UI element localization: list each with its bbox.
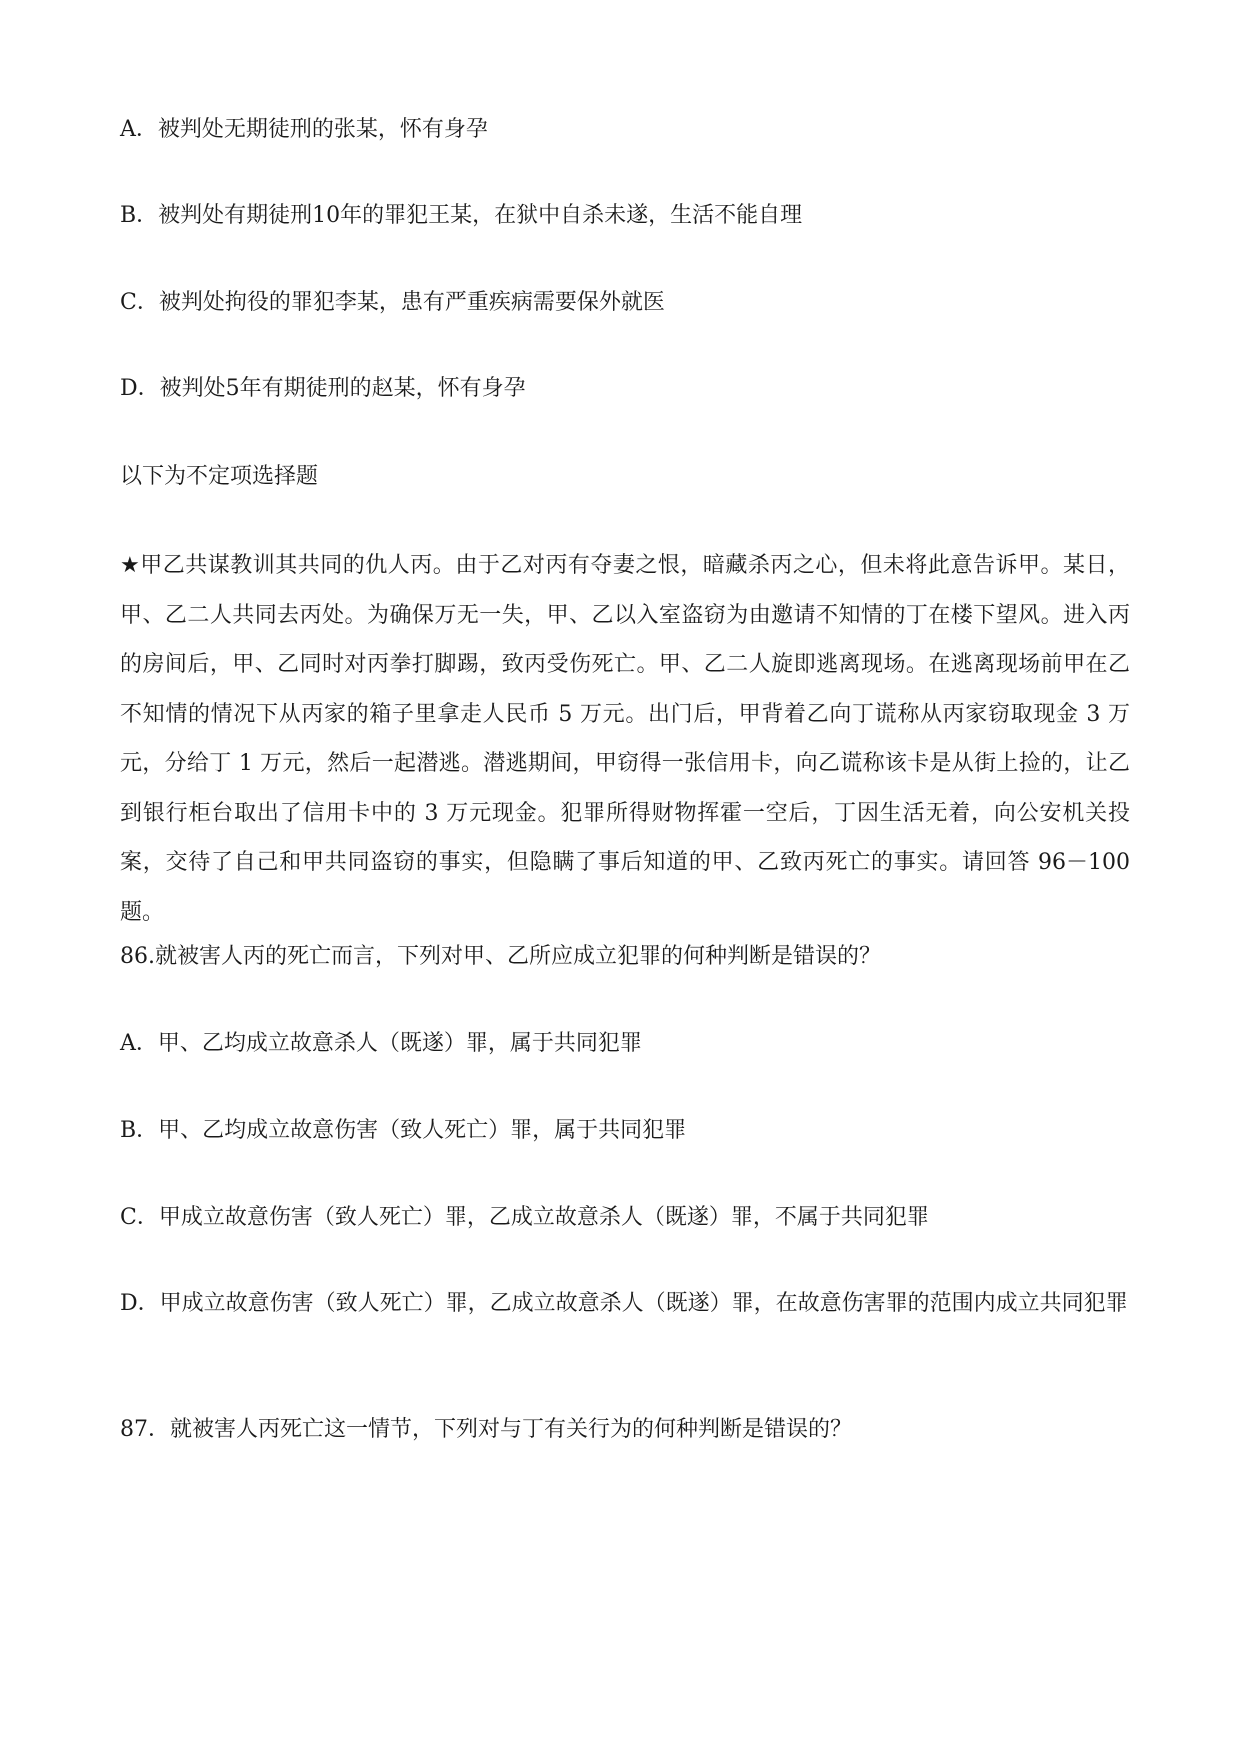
q86-option-a: A．甲、乙均成立故意杀人（既遂）罪，属于共同犯罪 bbox=[120, 1031, 642, 1056]
q86-option-c: C．甲成立故意伤害（致人死亡）罪，乙成立故意杀人（既遂）罪，不属于共同犯罪 bbox=[120, 1205, 929, 1230]
q85-option-b: B．被判处有期徒刑10年的罪犯王某，在狱中自杀未遂，生活不能自理 bbox=[120, 203, 803, 228]
q86-option-b: B．甲、乙均成立故意伤害（致人死亡）罪，属于共同犯罪 bbox=[120, 1118, 687, 1143]
case-text: 甲乙共谋教训其共同的仇人丙。由于乙对丙有夺妻之恨，暗藏杀丙之心，但未将此意告诉甲。某日，甲、乙二人共同去丙处。为确保万无一失，甲、乙以入室盗窃为由邀请不知情的丁在楼下望风。进入丙的房间后，甲、乙同时对丙拳打脚踢，致丙受伤死亡。甲、乙二人旋即逃离现场。在逃离现场前甲在乙不知情的情况下从丙家的箱子里拿走人民币 5 万元。出门后，甲背着乙向丁谎称从丙家窃取现金 3 万元，分给丁 1 万元，然后一起潜逃。潜逃期间，甲窃得一张信用卡，向乙谎称该卡是从街上捡的，让乙到银行柜台取出了信用卡中的 3 万元现金。犯罪所得财物挥霍一空后，丁因生活无着，向公安机关投案，交待了自己和甲共同盗窃的事实，但隐瞒了事后知道的甲、乙致丙死亡的事实。请回答 96－100 题。 bbox=[120, 553, 1130, 925]
q85-option-a: A．被判处无期徒刑的张某，怀有身孕 bbox=[120, 117, 488, 142]
case-paragraph bbox=[120, 541, 1130, 937]
q86-option-d: D．甲成立故意伤害（致人死亡）罪，乙成立故意杀人（既遂）罪，在故意伤害罪的范围内成立共同犯罪 bbox=[120, 1291, 1128, 1316]
star-icon: ★ bbox=[120, 553, 141, 578]
q85-option-d: D．被判处5年有期徒刑的赵某，怀有身孕 bbox=[120, 376, 526, 401]
q86-stem: 86.就被害人丙的死亡而言，下列对甲、乙所应成立犯罪的何种判断是错误的？ bbox=[120, 944, 881, 969]
q85-option-c: C．被判处拘役的罪犯李某，患有严重疾病需要保外就医 bbox=[120, 290, 665, 315]
section-heading: 以下为不定项选择题 bbox=[120, 464, 319, 489]
q87-stem: 87．就被害人丙死亡这一情节，下列对与丁有关行为的何种判断是错误的？ bbox=[120, 1417, 852, 1442]
